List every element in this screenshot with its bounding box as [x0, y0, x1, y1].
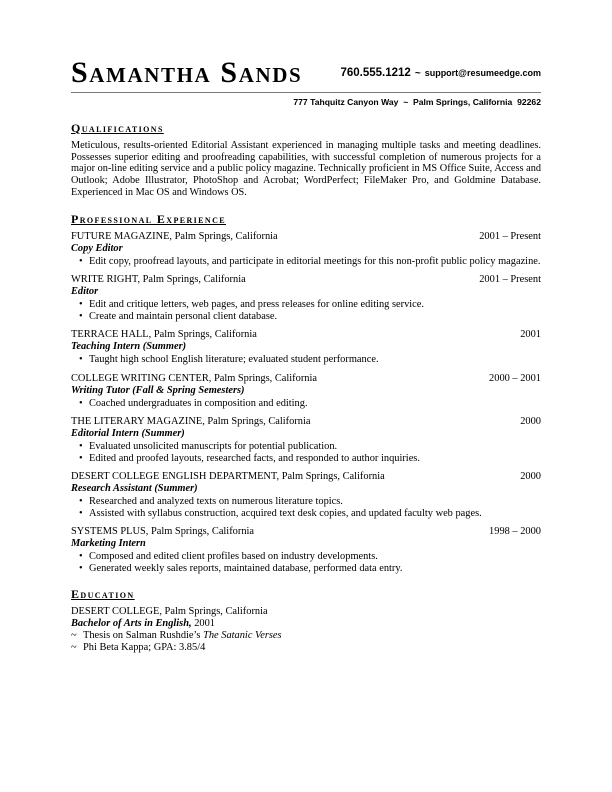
job-dates: 2001 – Present [479, 274, 541, 286]
thesis-text: Thesis on Salman Rushdie’s [83, 630, 204, 642]
email-address: support@resumeedge.com [424, 68, 541, 78]
job-organization: TERRACE HALL, Palm Springs, California [71, 329, 257, 341]
job-bullet: • Create and maintain personal client database. [79, 310, 278, 322]
graduation-year: 2001 [191, 618, 215, 630]
job-entry [71, 231, 541, 268]
job-organization: WRITE RIGHT, Palm Springs, California [71, 274, 246, 286]
job-bullet: • Taught high school English literature; evaluated student performance. [79, 354, 379, 366]
job-entry [71, 526, 541, 574]
experience-list [71, 231, 541, 575]
job-title: Marketing Intern [71, 538, 146, 550]
job-dates: 2001 [520, 329, 541, 341]
job-entry [71, 329, 541, 366]
qualifications-summary: Meticulous, results-oriented Editorial Assistant experienced in managing multiple tasks and meeting deadlines. Possesses superior editing and proofreading capabilities, with successful completion of numerous projects for a major on-line editing service and a public policy magazine. Technically proficient in MS Office Suite, Access and Outlook; Adobe Illustrator, PhotoShop and Acrobat; WordPerfect; FileMaker Pro, and Goldmine Database. Experienced in Mac OS and Windows OS. [71, 140, 541, 198]
mailing-address: 777 Tahquitz Canyon Way ~ Palm Springs, California 92262 [293, 97, 541, 107]
job-bullet: • Edit and critique letters, web pages, and press releases for online editing service. [79, 299, 424, 311]
job-title: Research Assistant (Summer) [71, 483, 198, 495]
job-dates: 2000 [520, 416, 541, 428]
school-name: DESERT COLLEGE, Palm Springs, California [71, 606, 268, 618]
job-entry [71, 471, 541, 519]
job-organization: COLLEGE WRITING CENTER, Palm Springs, California [71, 372, 317, 384]
job-organization: THE LITERARY MAGAZINE, Palm Springs, California [71, 416, 311, 428]
job-dates: 1998 – 2000 [489, 526, 541, 538]
resume-page [71, 58, 541, 653]
job-dates: 2001 – Present [479, 230, 541, 242]
job-bullet: • Edit copy, proofread layouts, and participate in editorial meetings for this non-profit public policy magazine. [79, 255, 541, 267]
header-divider [71, 92, 541, 93]
job-entry [71, 416, 541, 464]
degree-line [71, 618, 541, 630]
job-bullet: • Composed and edited client profiles based on industry developments. [79, 551, 378, 563]
job-bullet: • Researched and analyzed texts on numerous literature topics. [79, 496, 343, 508]
job-bullet: • Assisted with syllabus construction, acquired text desk copies, and updated faculty web pages. [79, 507, 482, 519]
honors-text: Phi Beta Kappa; GPA: 3.85/4 [83, 641, 206, 653]
job-organization: SYSTEMS PLUS, Palm Springs, California [71, 526, 255, 538]
job-title: Teaching Intern (Summer) [71, 341, 187, 353]
resume-header [71, 58, 541, 92]
job-entry [71, 373, 541, 410]
thesis-title: The Satanic Verses [203, 630, 282, 642]
job-bullet: • Coached undergraduates in composition and editing. [79, 397, 308, 409]
candidate-name: Samantha Sands [71, 56, 303, 89]
education-entry [71, 606, 541, 653]
job-organization: FUTURE MAGAZINE, Palm Springs, California [71, 230, 278, 242]
contact-separator: ~ [414, 68, 421, 79]
job-title: Editorial Intern (Summer) [71, 428, 185, 440]
degree-name: Bachelor of Arts in English, [71, 618, 192, 630]
job-title: Writing Tutor (Fall & Spring Semesters) [71, 384, 245, 396]
experience-heading: Professional Experience [71, 211, 226, 226]
phone-number: 760.555.1212 [340, 67, 411, 79]
qualifications-heading: Qualifications [71, 121, 164, 135]
job-bullet: • Edited and proofed layouts, researched facts, and responded to author inquiries. [79, 452, 420, 464]
job-dates: 2000 [520, 471, 541, 483]
job-organization: DESERT COLLEGE ENGLISH DEPARTMENT, Palm Springs, California [71, 471, 385, 483]
job-bullet: • Generated weekly sales reports, maintained database, performed data entry. [79, 562, 403, 574]
education-heading: Education [71, 587, 135, 602]
education-bullet: ~ Thesis on Salman Rushdie’s The Satanic Verses [71, 630, 282, 642]
education-bullet: ~ Phi Beta Kappa; GPA: 3.85/4 [71, 641, 206, 653]
contact-info [340, 67, 541, 80]
job-title: Editor [71, 286, 99, 298]
job-entry [71, 274, 541, 322]
job-bullet: • Evaluated unsolicited manuscripts for potential publication. [79, 441, 338, 453]
job-dates: 2000 – 2001 [489, 372, 541, 384]
job-title: Copy Editor [71, 242, 123, 254]
